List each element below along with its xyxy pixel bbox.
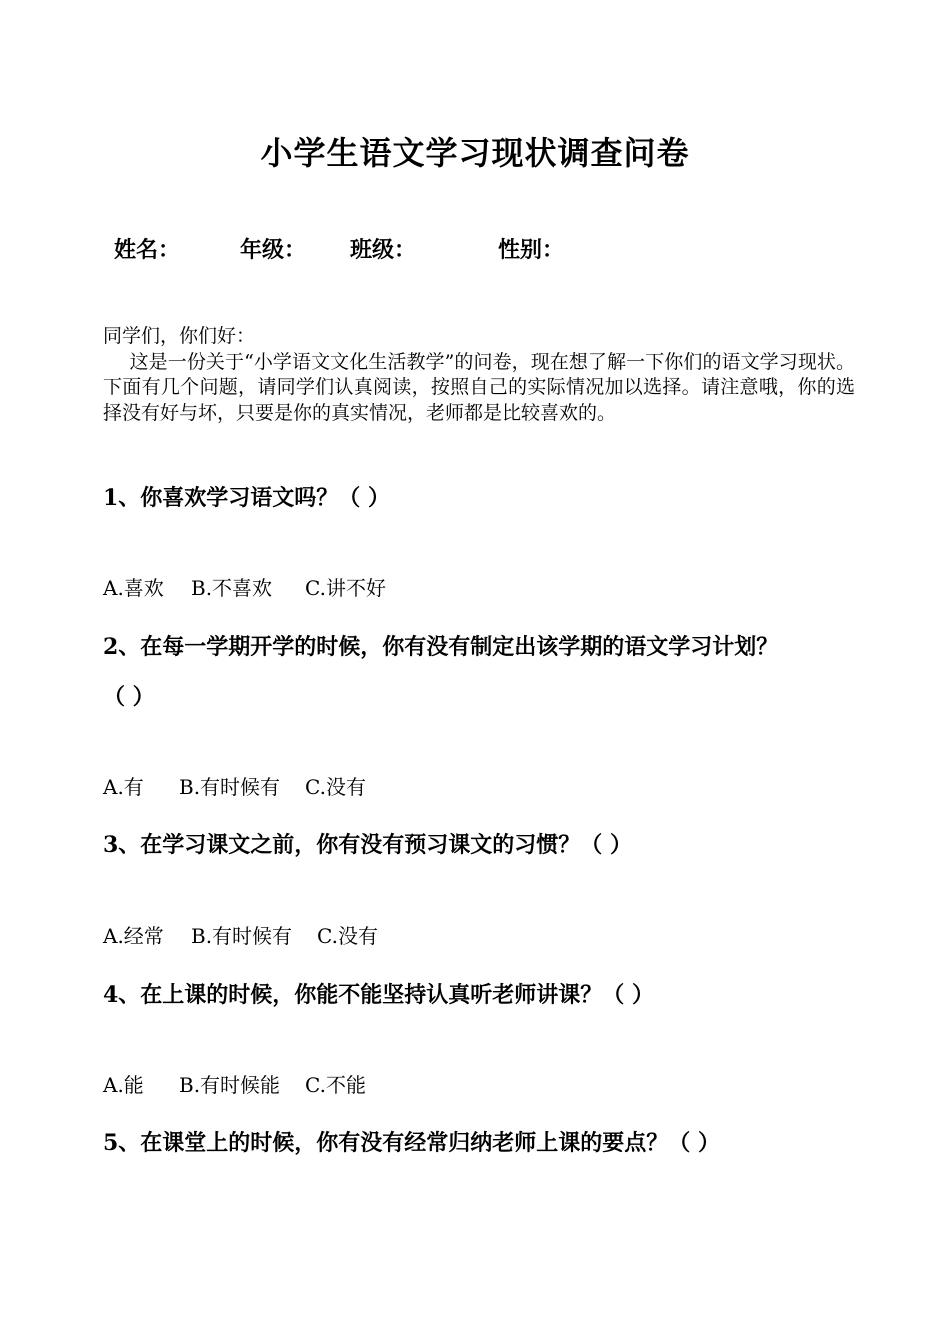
option-c: C.不能 <box>305 1073 366 1097</box>
option-a: A.能 <box>103 1073 144 1097</box>
question-3: 3、在学习课文之前，你有没有预习课文的习惯？（ ） <box>103 832 632 858</box>
question-2-options <box>103 771 366 800</box>
option-b: B.不喜欢 <box>191 576 273 600</box>
option-c: C.讲不好 <box>305 576 386 600</box>
question-2-text: 2、在每一学期开学的时候，你有没有制定出该学期的语文学习计划？ <box>103 634 779 660</box>
page-title: 小学生语文学习现状调查问卷 <box>260 134 690 172</box>
intro-section <box>103 324 855 426</box>
option-c: C.没有 <box>305 775 366 799</box>
option-a: A.有 <box>103 775 144 799</box>
question-3-options <box>103 920 378 949</box>
question-1-options <box>103 572 386 601</box>
option-b: B.有时候能 <box>179 1073 281 1097</box>
question-4: 4、在上课的时候，你能不能坚持认真听老师讲课？（ ） <box>103 982 654 1008</box>
question-2-answer-blank: （ ） <box>103 684 155 710</box>
grade-field-label: 年级： <box>240 237 307 263</box>
option-c: C.没有 <box>317 924 378 948</box>
class-field-label: 班级： <box>350 237 417 263</box>
option-b: B.有时候有 <box>179 775 281 799</box>
name-field-label: 姓名： <box>114 237 181 263</box>
question-5: 5、在课堂上的时候，你有没有经常归纳老师上课的要点？（ ） <box>103 1130 720 1156</box>
question-1: 1、你喜欢学习语文吗？（ ） <box>103 485 390 511</box>
option-a: A.经常 <box>103 924 164 948</box>
intro-body: 这是一份关于“小学语文文化生活教学”的问卷，现在想了解一下你们的语文学习现状。下面有几个问题，请同学们认真阅读，按照自己的实际情况加以选择。请注意哦，你的选择没有好与坏，只要是你的真实情况，老师都是比较喜欢的。 <box>103 350 855 424</box>
intro-greeting: 同学们，你们好： <box>103 325 256 347</box>
option-b: B.有时候有 <box>191 924 293 948</box>
gender-field-label: 性别： <box>498 237 565 263</box>
question-2 <box>103 622 883 722</box>
question-4-options <box>103 1069 366 1098</box>
option-a: A.喜欢 <box>103 576 164 600</box>
